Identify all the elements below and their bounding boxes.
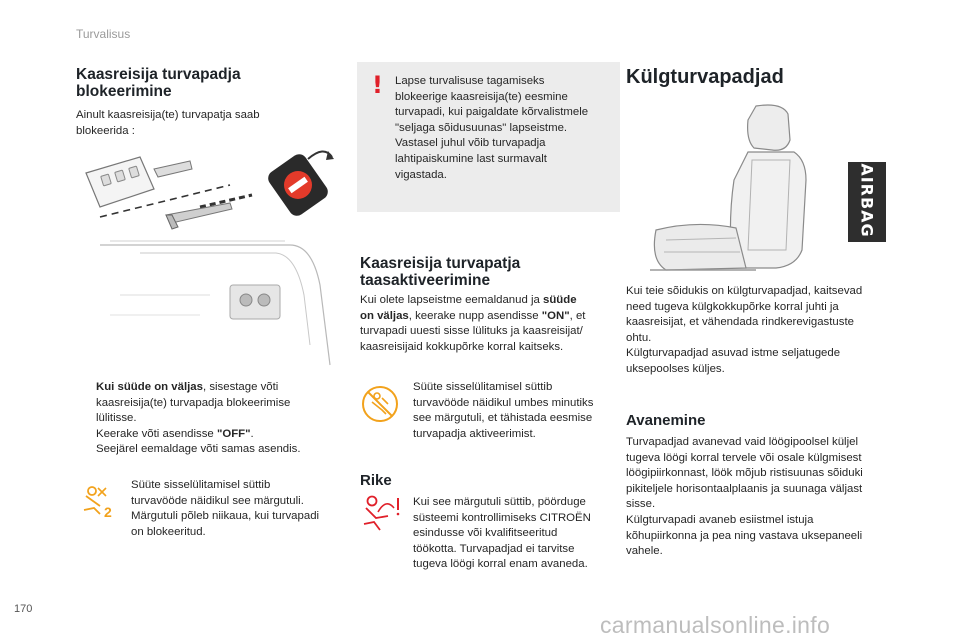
step-1-cont2: lülitisse.: [96, 412, 137, 425]
side-airbags-text: Kui teie sõidukis on külgturvapadjad, kaitsevad need tugeva külgkokkupõrke korral juhti ja kaasreisijat, et vähendada rindkerevigastuste ohtu. Külgturvapadjad asuvad istme seljatugede uksepoolses küljes.: [626, 285, 863, 375]
airbag-label-badge: [848, 162, 886, 242]
seat-illustration: [636, 100, 824, 276]
airbag-on-lamp-icon: [360, 384, 400, 424]
step-3: Seejärel eemaldage võti samas asendis.: [76, 442, 346, 458]
step-1: Kui süüde on väljas, sisestage võti: [76, 380, 346, 396]
airbag-off-lamp-icon: [80, 484, 120, 520]
step-1-cont: kaasreisija(te) turvapadja blokeerimise: [96, 396, 291, 409]
reactivation-text: Kui olete lapseistme eemaldanud ja süüde on väljas, keerake nupp asendisse "ON", et turvapadi uuesti sisse lülituks ja kaasreisijat/ kaasreisijaid kokkupõrke korral kaitseks.: [360, 294, 586, 353]
lock-lamp-text: Süüte sisselülitamisel süttib turvavööde näidikul see märgutuli. Märgutuli põleb niikaua, kui turvapadi on blokeeritud.: [131, 479, 320, 538]
lock-title-line1: Kaasreisija turvapadja: [76, 66, 241, 83]
key-switch-illustration: [80, 145, 342, 370]
lock-title-line2: blokeerimine: [76, 83, 172, 100]
svg-text:2: 2: [104, 504, 112, 520]
check-icon: [76, 427, 96, 443]
deploy-title: Avanemine: [626, 412, 706, 429]
deploy-text: Turvapadjad avanevad vaid löögipoolsel küljel tugeva löögi korral tervele või osale külgmisest löögipiirkonnast, löök mõjub ristisuunas sõiduki pikiteljele horisontaalplaanis ja suunaga väljast sisse. Külgturvapadi avaneb esiistmel istuja kõhupiirkonna ja pea ning vastava uksepaneeli vahele.: [626, 436, 863, 558]
check-icon: [76, 442, 96, 458]
section-header: Turvalisus: [76, 27, 131, 41]
reactivation-lamp-text: Süüte sisselülitamisel süttib turvavööde näidikul umbes minutiks see märgutuli, et tähistada eesmise turvapadja aktiveerimist.: [413, 381, 594, 440]
lock-intro-line1: Ainult kaasreisija(te) turvapatja saab: [76, 109, 260, 121]
step-2: Keerake võti asendisse "OFF".: [76, 427, 346, 443]
reactivation-title: Kaasreisija turvapatja taasaktiveerimine: [360, 255, 521, 289]
page-number: 170: [14, 603, 33, 615]
warning-box: [357, 62, 620, 212]
watermark: carmanualsonline.info: [600, 612, 831, 638]
lock-section-title: [76, 66, 346, 100]
lock-steps: [76, 380, 346, 458]
lock-intro-line2: blokeerida :: [76, 124, 135, 137]
key-fob-icon: [86, 157, 192, 207]
fault-title: Rike: [360, 472, 392, 489]
airbag-label: AIRBAG: [857, 163, 877, 238]
airbag-switch-icon: [265, 151, 334, 219]
side-airbags-title: Külgturvapadjad: [626, 66, 784, 88]
airbag-fault-icon: [360, 494, 404, 534]
glovebox-illustration: [100, 241, 330, 365]
check-icon: [76, 380, 96, 396]
fault-text: Kui see märgutuli süttib, pöörduge süsteemi kontrollimiseks CITROËN esindusse või kvalifitseeritud töökotta. Turvapadjad ei tarvitse tugeva löögi korral enam avaneda.: [413, 496, 591, 571]
lock-intro: [76, 108, 346, 139]
warning-icon: !: [372, 71, 383, 99]
warning-text: Lapse turvalisuse tagamiseks blokeerige kaasreisija(te) eesmine turvapadi, kui paigaldate kõrvalistmele "seljaga sõidusuunas" lapseistme. Vastasel juhul võib turvapadja lahtipaiskumine last surmavalt vigastada.: [395, 75, 589, 181]
